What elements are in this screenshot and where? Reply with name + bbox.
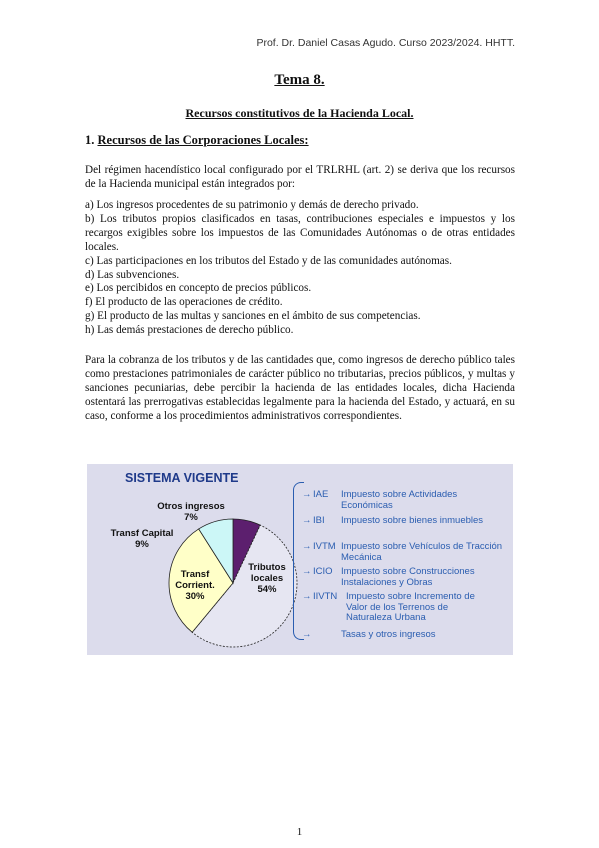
page-title: Tema 8. (274, 72, 325, 88)
list-item: a) Los ingresos procedentes de su patrimonio y demás de derecho privado. (85, 199, 419, 211)
tax-description: Impuesto sobre bienes inmuebles (341, 515, 484, 526)
tax-description: Impuesto sobre Vehículos de Tracción Mecánica (341, 541, 503, 563)
list-item: d) Las subvenciones. (85, 268, 180, 281)
intro-paragraph: Del régimen hacendístico local configurado por el TRLRHL (art. 2) se deriva que los recursos de la Hacienda municipal están integrados por: (85, 164, 515, 190)
slice-label: Transf Capital 9% (110, 528, 174, 550)
tax-description: Impuesto sobre Actividades Económicas (341, 489, 458, 511)
figure-title: SISTEMA VIGENTE (125, 471, 239, 485)
list-item: c) Las participaciones en los tributos del Estado y de las comunidades autónomas. (85, 254, 452, 267)
section-number: 1. (85, 133, 95, 147)
tax-description: Impuesto sobre Construcciones Instalaciones y Obras (341, 566, 475, 588)
arrow-icon: → (302, 566, 312, 577)
revenue-system-figure (87, 464, 513, 655)
section-heading (85, 133, 309, 148)
page-header: Prof. Dr. Daniel Casas Agudo. Curso 2023/2024. HHTT. (256, 37, 515, 49)
page-subtitle: Recursos constitutivos de la Hacienda Local. (185, 106, 414, 120)
tax-abbreviation: ICIO (313, 566, 333, 577)
tax-description: Impuesto sobre Incremento de Valor de los Terrenos de Naturaleza Urbana (346, 591, 475, 623)
list-item: b) Los tributos propios clasificados en tasas, contribuciones especiales e impuestos y los recargos exigibles sobre los impuestos de las Comunidades Autónomas o de otras entidades locales. (85, 212, 515, 253)
tax-abbreviation: IAE (313, 489, 329, 500)
list-item: h) Las demás prestaciones de derecho público. (85, 324, 294, 337)
page-number: 1 (296, 826, 303, 838)
arrow-icon: → (302, 629, 312, 640)
list-item: e) Los percibidos en concepto de precios públicos. (85, 282, 312, 295)
arrow-icon: → (302, 489, 312, 500)
tax-abbreviation: IIVTN (313, 591, 338, 602)
tax-abbreviation: IVTM (313, 541, 336, 552)
arrow-icon: → (302, 515, 312, 526)
slice-label: Transf Corrient. 30% (175, 569, 215, 602)
resources-list (85, 199, 515, 338)
section-title: Recursos de las Corporaciones Locales: (97, 133, 309, 147)
tax-description: Tasas y otros ingresos (341, 629, 436, 640)
list-item: g) El producto de las multas y sanciones en el ámbito de sus competencias. (85, 310, 421, 323)
arrow-icon: → (302, 541, 312, 552)
brace-divider (293, 482, 304, 640)
slice-label: Tributos locales 54% (248, 562, 286, 595)
collection-paragraph: Para la cobranza de los tributos y de las cantidades que, como ingresos de derecho público tales como prestaciones patrimoniales de carácter público no tributarias, precios públicos, y multas y sanciones pecuniarias, debe percibir la hacienda de las entidades locales, dicha Hacienda ostentará las prerrogativas establecidas legalmente para la hacienda del Estado, y actuará, en su caso, conforme a los procedimientos administrativos correspondientes. (85, 354, 515, 422)
slice-label: Otros ingresos 7% (157, 501, 225, 523)
arrow-icon: → (302, 591, 312, 602)
list-item: f) El producto de las operaciones de crédito. (85, 296, 283, 309)
tax-abbreviation: IBI (313, 515, 325, 526)
